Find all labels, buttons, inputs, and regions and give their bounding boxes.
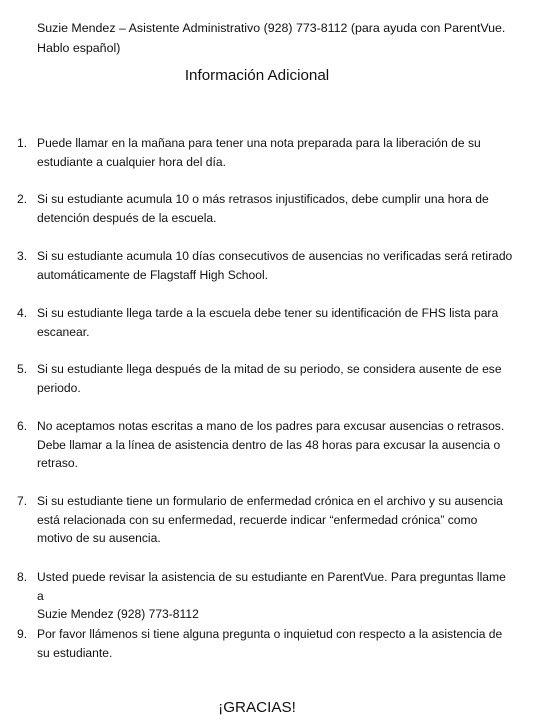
page-title: Información Adicional: [184, 67, 330, 84]
list-item-text: [37, 190, 515, 227]
list-item-number: 3.: [17, 249, 28, 263]
list-item-text: [37, 568, 515, 624]
closing-text: ¡GRACIAS!: [218, 699, 296, 716]
list-item-line: retraso.: [37, 456, 78, 471]
list-item-line: periodo.: [37, 380, 81, 395]
list-item-line: Suzie Mendez (928) 773-8112: [37, 607, 199, 622]
list-item-line: Si su estudiante acumula 10 o más retrasos injustificados, debe cumplir una hora de: [37, 192, 489, 206]
list-item-number: 2.: [17, 192, 28, 206]
list-item-line: Usted puede revisar la asistencia de su estudiante en ParentVue. Para preguntas llame a: [37, 570, 506, 603]
list-item-text: [37, 247, 515, 284]
list-item-text: [37, 360, 515, 397]
contact-line-1: Suzie Mendez – Asistente Administrativo (928) 773-8112 (para ayuda con ParentVue.: [37, 21, 506, 35]
list-item-line: Si su estudiante llega después de la mitad de su periodo, se considera ausente de ese: [37, 362, 502, 376]
list-item-text: [37, 134, 515, 171]
list-item-number: 7.: [17, 494, 28, 508]
list-item-text: [37, 492, 515, 548]
list-item-number: 8.: [17, 570, 28, 584]
list-item-line: Si su estudiante tiene un formulario de enfermedad crónica en el archivo y su ausencia: [37, 494, 503, 508]
list-item-line: su estudiante.: [37, 645, 113, 660]
list-item-number: 6.: [17, 419, 28, 433]
list-item-line: Si su estudiante llega tarde a la escuela debe tener su identificación de FHS lista para: [37, 306, 499, 320]
list-item-line: Si su estudiante acumula 10 días consecutivos de ausencias no verificadas será retirado: [37, 249, 513, 263]
list-item-line: motivo de su ausencia.: [37, 531, 161, 546]
contact-line-2: Hablo español): [37, 41, 121, 55]
list-item-line: estudiante a cualquier hora del día.: [37, 154, 226, 169]
list-item-line: No aceptamos notas escritas a mano de los padres para excusar ausencias o retrasos.: [37, 419, 505, 433]
list-item-line: Debe llamar a la línea de asistencia dentro de las 48 horas para excusar la ausencia o: [37, 437, 501, 452]
list-item-line: escanear.: [37, 324, 90, 339]
list-item-text: [37, 625, 515, 662]
list-item-line: automáticamente de Flagstaff High School.: [37, 267, 269, 282]
contact-info: [37, 18, 517, 58]
list-item-text: [37, 417, 515, 473]
list-item-number: 5.: [17, 362, 28, 376]
list-item-line: detención después de la escuela.: [37, 210, 217, 225]
list-item-line: Por favor llámenos si tiene alguna pregunta o inquietud con respecto a la asistencia de: [37, 627, 503, 641]
list-item-number: 4.: [17, 306, 28, 320]
list-item-number: 1.: [17, 136, 28, 150]
list-item-line: Puede llamar en la mañana para tener una nota preparada para la liberación de su: [37, 136, 481, 150]
list-item-number: 9.: [17, 627, 28, 641]
list-item-line: está relacionada con su enfermedad, recuerde indicar “enfermedad crónica” como: [37, 512, 478, 527]
list-item-text: [37, 304, 515, 341]
